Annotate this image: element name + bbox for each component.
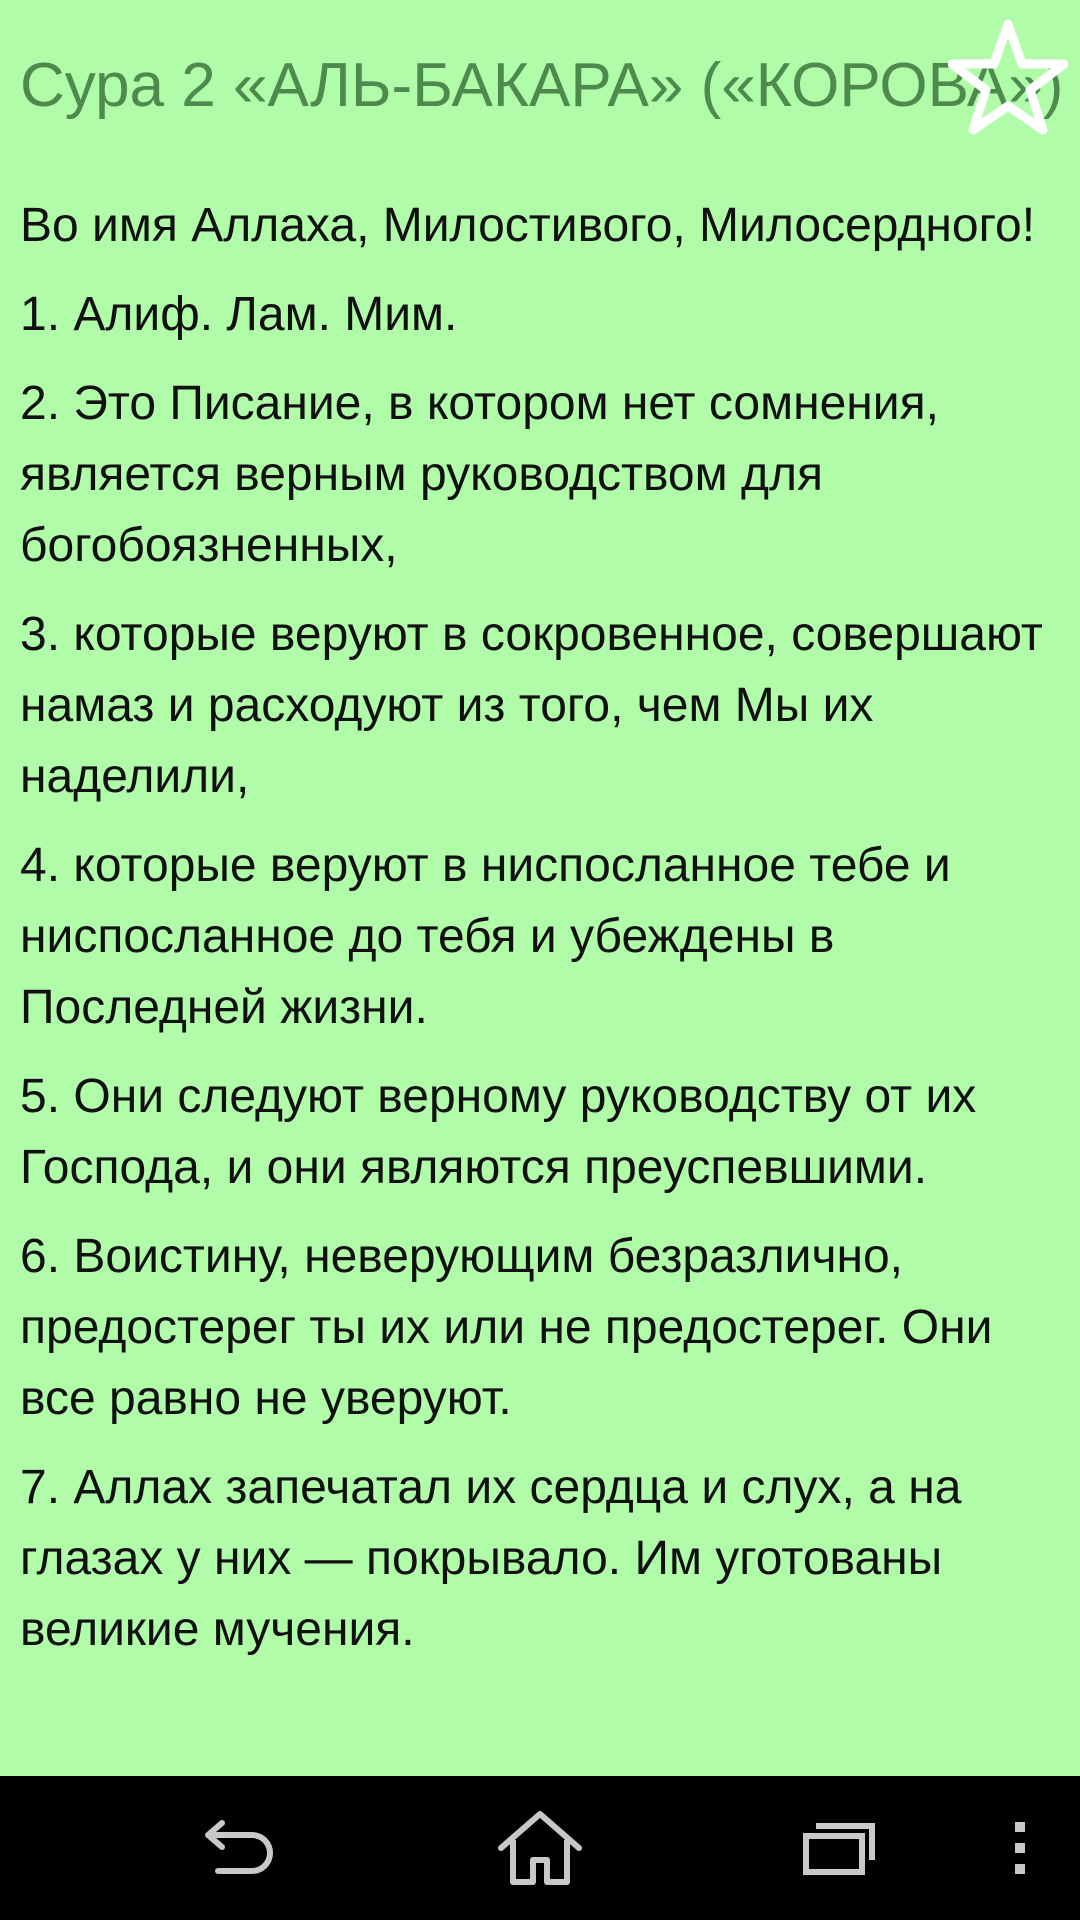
title-bar — [0, 0, 1080, 170]
home-icon — [495, 1808, 585, 1888]
surah-text-content[interactable] — [20, 190, 1070, 1776]
verse-3: 3. которые веруют в сокровенное, совершают намаз и расходуют из того, чем Мы их наделили, — [20, 608, 1043, 803]
overflow-menu-icon — [1010, 1818, 1030, 1878]
back-icon — [200, 1813, 280, 1883]
verse-7: 7. Аллах запечатал их сердца и слух, а на глазах у них — покрывало. Им уготованы великие мучения. — [20, 1461, 962, 1656]
star-outline-icon[interactable] — [948, 18, 1068, 136]
overflow-menu-button[interactable] — [990, 1776, 1050, 1920]
verse-6: 6. Воистину, неверующим безразлично, предостерег ты их или не предостерег. Они все равно не уверуют. — [20, 1230, 993, 1425]
home-button[interactable] — [480, 1776, 600, 1920]
verse-2: 2. Это Писание, в котором нет сомнения, является верным руководством для богобоязненных, — [20, 377, 939, 572]
page-title: Сура 2 «АЛЬ-БАКАРА» («КОРОВА») — [20, 51, 1064, 120]
system-navigation-bar — [0, 1776, 1080, 1920]
basmala: Во имя Аллаха, Милостивого, Милосердного! — [20, 199, 1036, 252]
recents-icon — [800, 1818, 880, 1878]
verse-1: 1. Алиф. Лам. Мим. — [20, 288, 458, 341]
verse-5: 5. Они следуют верному руководству от их Господа, и они являются преуспевшими. — [20, 1070, 977, 1194]
back-button[interactable] — [180, 1776, 300, 1920]
verse-4: 4. которые веруют в ниспосланное тебе и ниспосланное до тебя и убеждены в Последней жизни. — [20, 839, 951, 1034]
recents-button[interactable] — [780, 1776, 900, 1920]
